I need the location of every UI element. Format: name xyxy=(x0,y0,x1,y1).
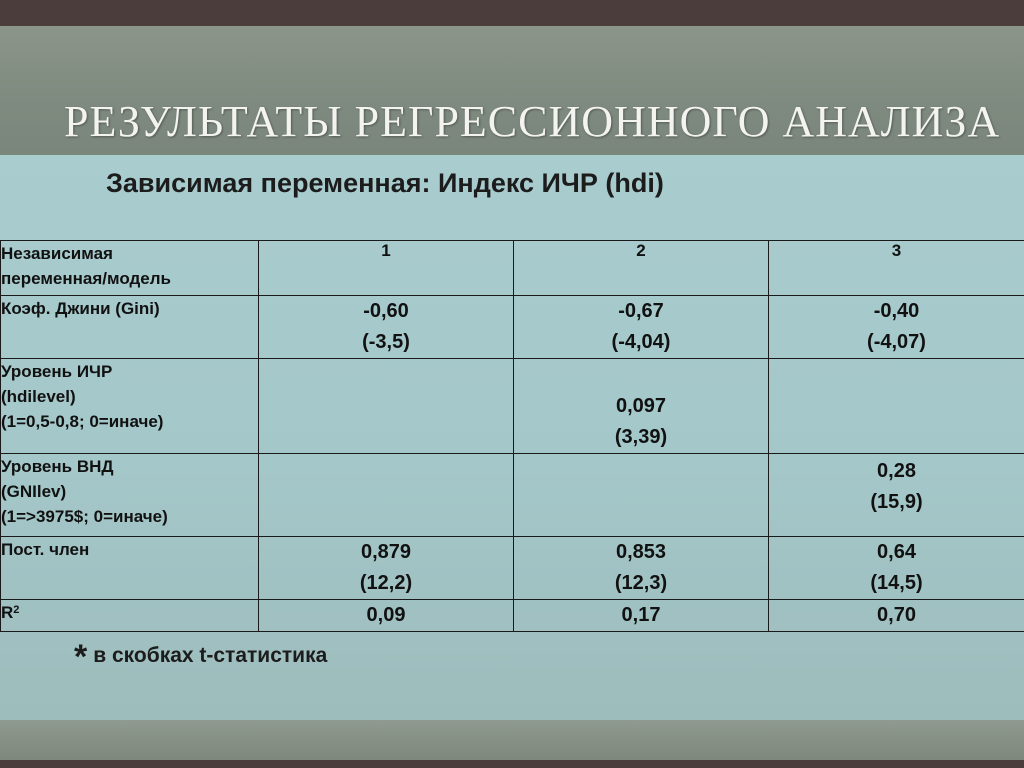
cell-gini-model-1 xyxy=(259,296,514,359)
row-label-line: Уровень ИЧР xyxy=(1,362,113,381)
table-row-gnilev xyxy=(1,454,1024,537)
table-row-r2 xyxy=(1,600,1024,632)
header-label-line: Независимая xyxy=(1,244,113,263)
slide-title: РЕЗУЛЬТАТЫ РЕГРЕССИОННОГО АНАЛИЗА xyxy=(64,97,1001,146)
t-statistic-value: (12,2) xyxy=(359,572,413,594)
coefficient-value: 0,853 xyxy=(615,541,667,563)
bottom-bar xyxy=(0,760,1024,768)
cell-gnilev-model-2 xyxy=(514,454,769,537)
row-label-line: (1=0,5-0,8; 0=иначе) xyxy=(1,412,164,431)
row-label-line: (GNIlev) xyxy=(1,482,67,501)
t-statistic-value: (14,5) xyxy=(870,572,923,594)
cell-constant-model-2 xyxy=(514,537,769,600)
coefficient-value: -0,40 xyxy=(873,300,920,322)
coefficient-value: 0,097 xyxy=(615,395,667,417)
coefficient-value: 0,64 xyxy=(877,541,916,563)
table-row-gini xyxy=(1,296,1024,359)
header-label-cell xyxy=(1,241,259,296)
t-statistic-value: (-4,04) xyxy=(611,331,671,353)
footnote-asterisk: * xyxy=(74,638,88,676)
cell-r2-model-1: 0,09 xyxy=(259,600,514,632)
t-statistic-value: (3,39) xyxy=(614,426,668,448)
t-statistic-value: (-3,5) xyxy=(362,331,410,353)
t-statistic-value: (-4,07) xyxy=(867,331,926,353)
coefficient-value: 0,28 xyxy=(877,460,916,482)
row-label-constant: Пост. член xyxy=(1,537,259,600)
regression-table xyxy=(0,240,1024,632)
top-bar xyxy=(0,0,1024,26)
cell-gini-model-3 xyxy=(769,296,1024,359)
model-1-header: 1 xyxy=(259,241,514,296)
t-statistic-value: (12,3) xyxy=(614,572,668,594)
cell-constant-model-3 xyxy=(769,537,1024,600)
coefficient-value: -0,67 xyxy=(618,300,664,322)
cell-hdilevel-model-2 xyxy=(514,359,769,454)
r2-superscript: 2 xyxy=(13,604,20,616)
slide-subtitle: Зависимая переменная: Индекс ИЧР (hdi) xyxy=(106,168,664,198)
coefficient-value: 0,879 xyxy=(360,541,412,563)
row-label-line: (1=>3975$; 0=иначе) xyxy=(1,507,168,526)
footnote xyxy=(74,632,328,676)
r2-base: R xyxy=(1,603,14,622)
cell-r2-model-3: 0,70 xyxy=(769,600,1024,632)
header-label-line: переменная/модель xyxy=(1,269,172,288)
model-2-header: 2 xyxy=(514,241,769,296)
t-statistic-value: (15,9) xyxy=(870,491,923,513)
model-3-header: 3 xyxy=(769,241,1024,296)
table-row-constant xyxy=(1,537,1024,600)
row-label-gini: Коэф. Джини (Gini) xyxy=(1,296,259,359)
cell-hdilevel-model-3 xyxy=(769,359,1024,454)
row-label-r2 xyxy=(1,600,259,632)
row-label-gnilev xyxy=(1,454,259,537)
coefficient-value: -0,60 xyxy=(363,300,409,322)
footnote-text: в скобках t-статистика xyxy=(93,644,328,667)
row-label-hdilevel xyxy=(1,359,259,454)
cell-r2-model-2: 0,17 xyxy=(514,600,769,632)
cell-hdilevel-model-1 xyxy=(259,359,514,454)
cell-gnilev-model-1 xyxy=(259,454,514,537)
cell-gini-model-2 xyxy=(514,296,769,359)
table-header-row xyxy=(1,241,1024,296)
cell-constant-model-1 xyxy=(259,537,514,600)
table-row-hdilevel xyxy=(1,359,1024,454)
cell-gnilev-model-3 xyxy=(769,454,1024,537)
row-label-line: Уровень ВНД xyxy=(1,457,114,476)
row-label-line: (hdilevel) xyxy=(1,387,76,406)
